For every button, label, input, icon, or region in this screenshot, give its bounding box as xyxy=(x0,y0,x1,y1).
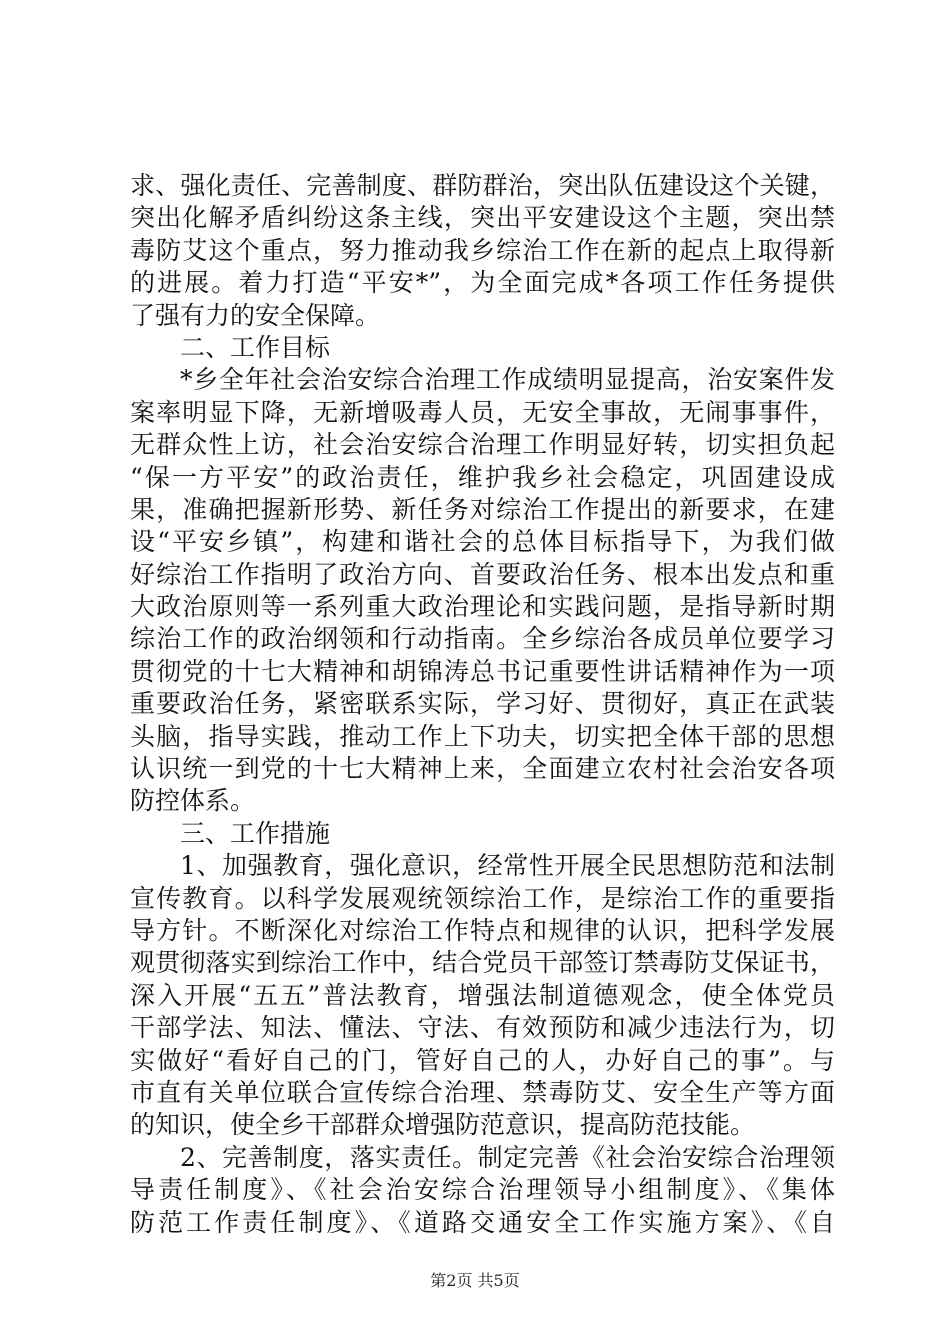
text-line: 实做好“看好自己的门，管好自己的人，办好自己的事”。与 xyxy=(130,1045,835,1075)
text-line: 毒防艾这个重点，努力推动我乡综治工作在新的起点上取得新 xyxy=(130,235,835,265)
text-line: 了强有力的安全保障。 xyxy=(130,300,381,330)
text-line: 干部学法、知法、懂法、守法、有效预防和减少违法行为，切 xyxy=(130,1013,835,1043)
text-line: 防范工作责任制度》、《道路交通安全工作实施方案》、《自 xyxy=(130,1207,835,1237)
text-line: 深入开展“五五”普法教育，增强法制道德观念，使全体党员 xyxy=(130,980,835,1010)
text-line: 认识统一到党的十七大精神上来，全面建立农村社会治安各项 xyxy=(130,754,835,784)
text-line: 三、工作措施 xyxy=(180,818,331,848)
text-line: 设“平安乡镇”，构建和谐社会的总体目标指导下，为我们做 xyxy=(130,527,835,557)
body-text xyxy=(130,170,835,1239)
text-line: 大政治原则等一系列重大政治理论和实践问题，是指导新时期 xyxy=(130,592,835,622)
text-line: 求、强化责任、完善制度、群防群治，突出队伍建设这个关键， xyxy=(130,171,835,200)
text-line: 的进展。着力打造“平安*”，为全面完成*各项工作任务提供 xyxy=(130,268,835,298)
text-line: 防控体系。 xyxy=(130,786,256,816)
text-line: 市直有关单位联合宣传综合治理、禁毒防艾、安全生产等方面 xyxy=(130,1077,835,1107)
text-line: 1、加强教育，强化意识，经常性开展全民思想防范和法制 xyxy=(180,851,835,881)
text-line: 案率明显下降，无新增吸毒人员，无安全事故，无闹事事件， xyxy=(130,397,835,427)
text-line: 贯彻党的十七大精神和胡锦涛总书记重要性讲话精神作为一项 xyxy=(130,656,835,686)
text-line: 好综治工作指明了政治方向、首要政治任务、根本出发点和重 xyxy=(130,559,835,589)
text-line: 综治工作的政治纲领和行动指南。全乡综治各成员单位要学习 xyxy=(130,624,835,654)
text-line: *乡全年社会治安综合治理工作成绩明显提高，治安案件发 xyxy=(180,365,835,395)
text-line: 突出化解矛盾纠纷这条主线，突出平安建设这个主题，突出禁 xyxy=(130,203,835,233)
page-footer: 第2页 共5页 xyxy=(430,1271,520,1290)
text-line: 2、完善制度，落实责任。制定完善《社会治安综合治理领 xyxy=(180,1142,835,1172)
text-line: 的知识，使全乡干部群众增强防范意识，提高防范技能。 xyxy=(130,1110,756,1140)
text-line: 观贯彻落实到综治工作中，结合党员干部签订禁毒防艾保证书， xyxy=(130,948,835,978)
text-line: 宣传教育。以科学发展观统领综治工作，是综治工作的重要指 xyxy=(130,883,835,913)
text-line: 果，准确把握新形势、新任务对综治工作提出的新要求，在建 xyxy=(130,494,835,524)
text-line: 二、工作目标 xyxy=(180,332,331,362)
text-line: 重要政治任务，紧密联系实际，学习好、贯彻好，真正在武装 xyxy=(130,689,835,719)
text-line: 头脑，指导实践，推动工作上下功夫，切实把全体干部的思想 xyxy=(130,721,835,751)
text-line: “保一方平安”的政治责任，维护我乡社会稳定，巩固建设成 xyxy=(130,462,835,492)
text-line: 导方针。不断深化对综治工作特点和规律的认识，把科学发展 xyxy=(130,915,835,945)
text-line: 导责任制度》、《社会治安综合治理领导小组制度》、《集体 xyxy=(130,1175,835,1205)
text-line: 无群众性上访，社会治安综合治理工作明显好转，切实担负起 xyxy=(130,430,835,460)
